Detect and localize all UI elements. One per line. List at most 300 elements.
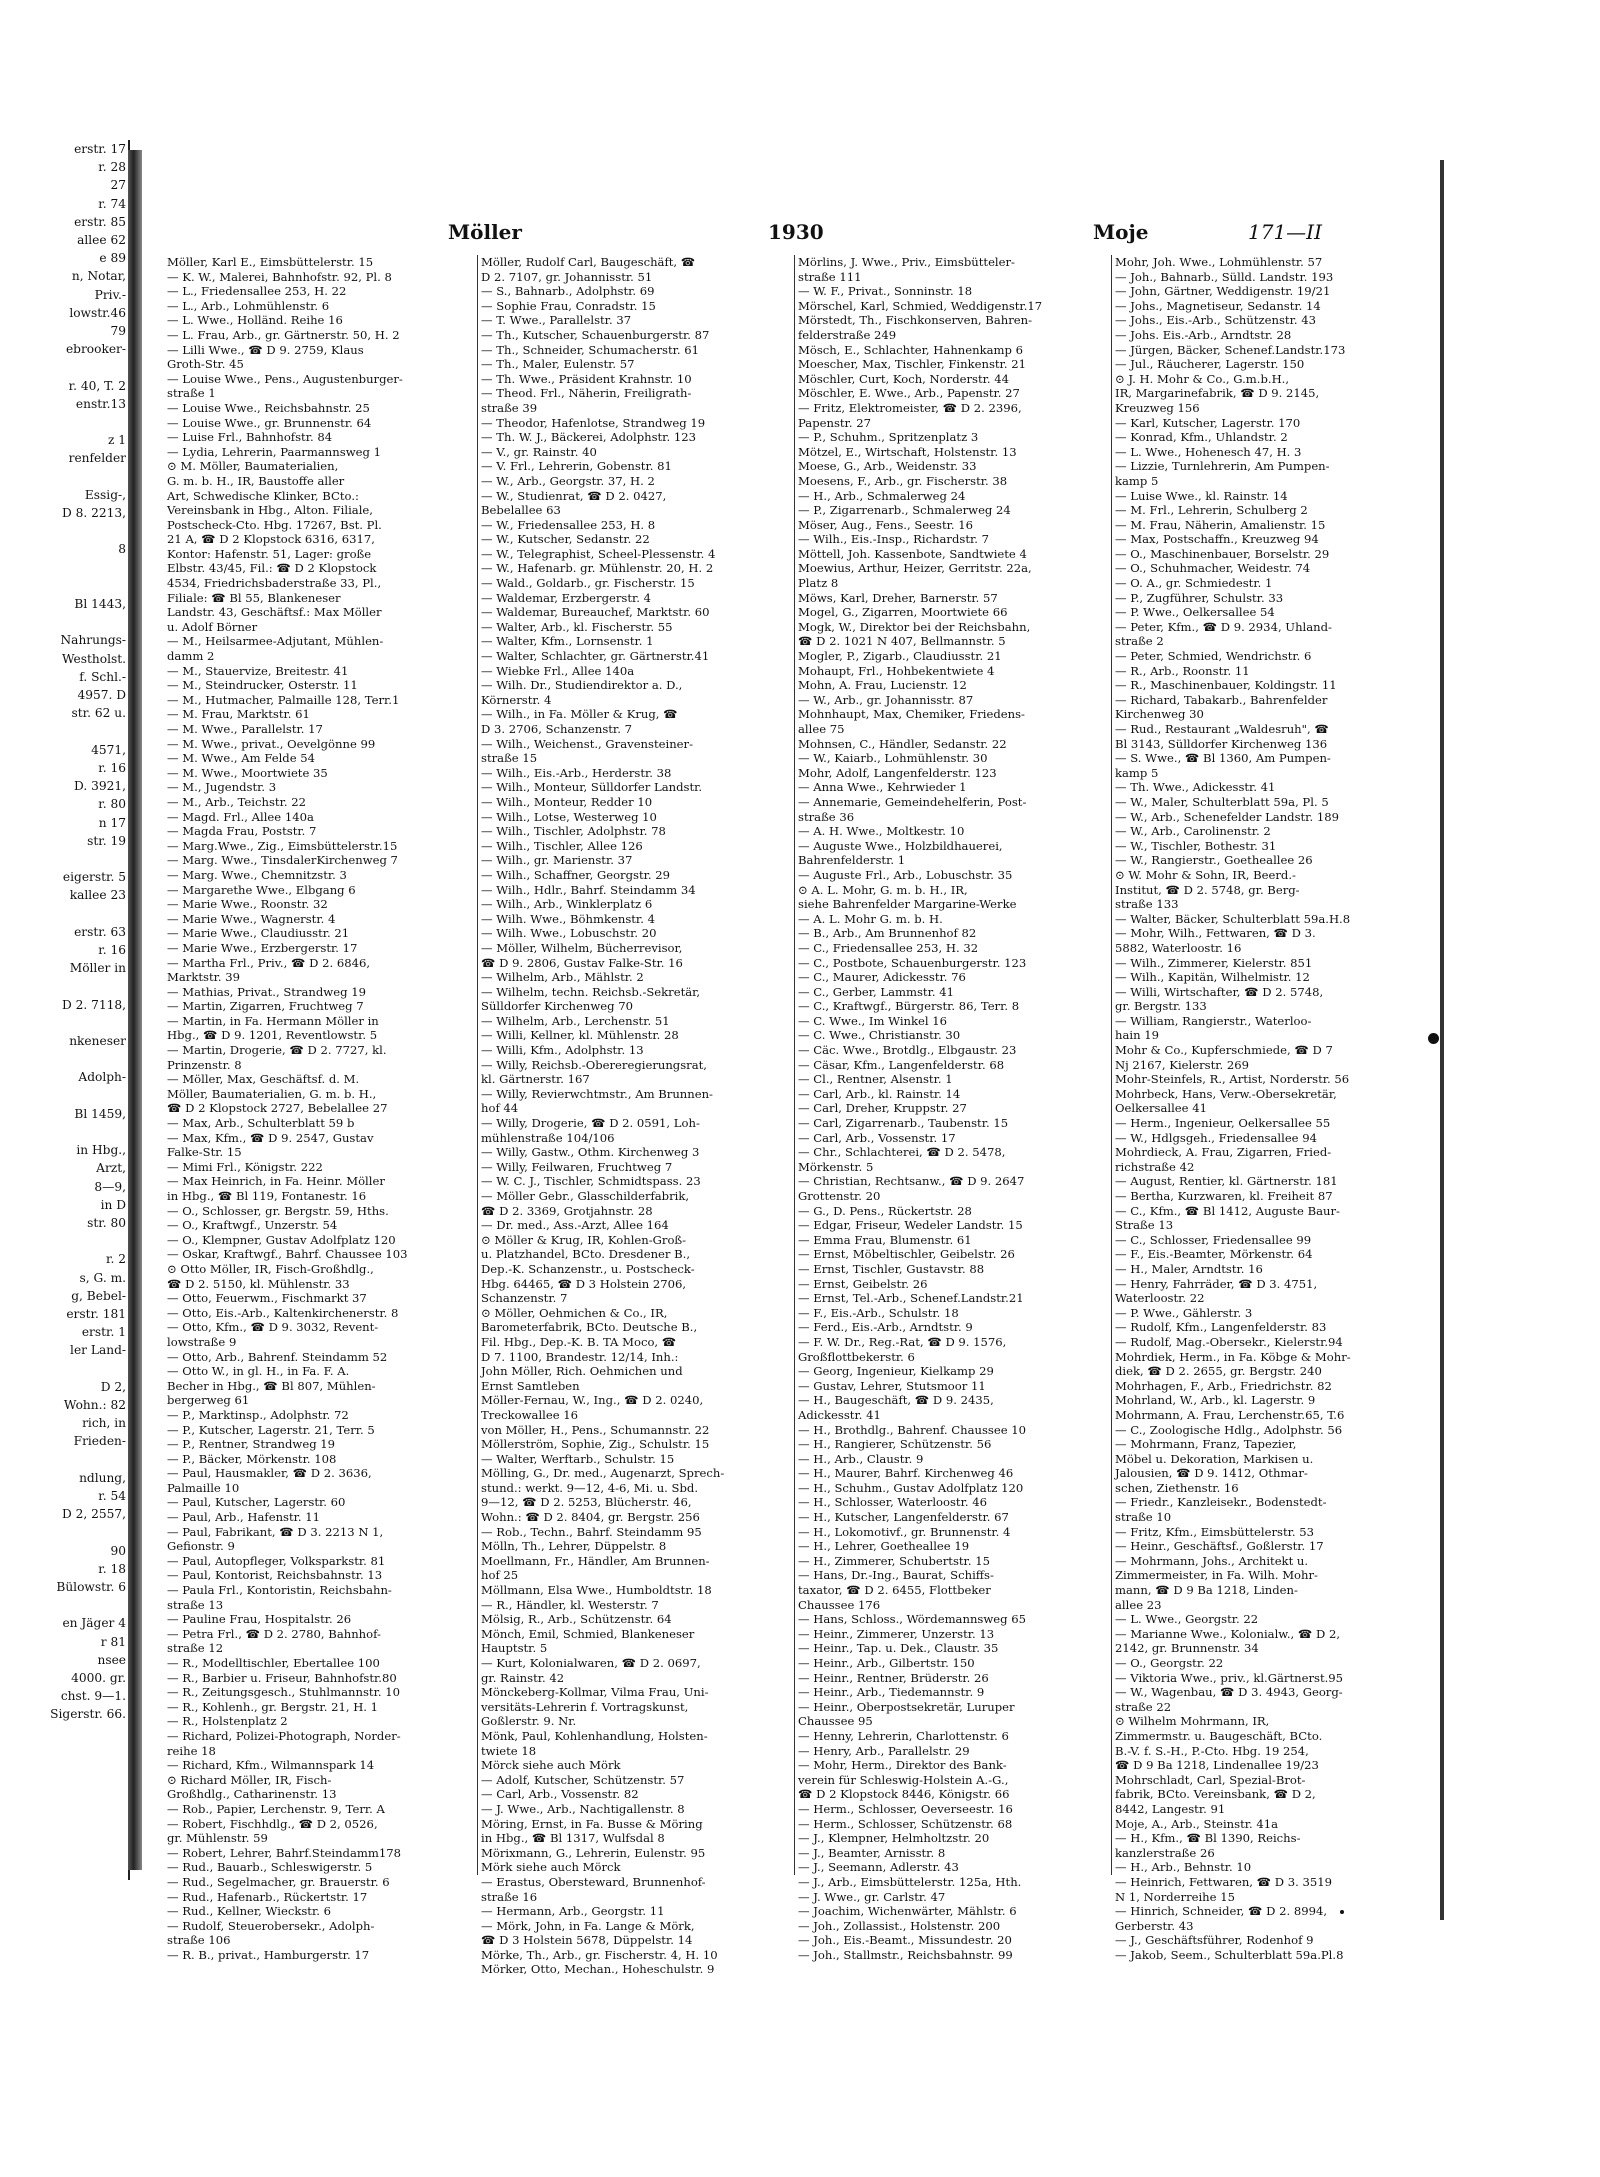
directory-entry-line: — Dr. med., Ass.-Arzt, Allee 164	[481, 1218, 669, 1233]
left-page-line: r 81	[100, 1634, 126, 1649]
directory-entry-line: — Willy, Gastw., Othm. Kirchenweg 3	[481, 1145, 700, 1160]
directory-entry-line: — Wilh., Schaffner, Georgstr. 29	[481, 867, 671, 882]
directory-entry-line: Möller, Karl E., Eimsbüttelerstr. 15	[167, 255, 374, 269]
directory-entry-line: — Th., Schneider, Schumacherstr. 61	[481, 342, 700, 357]
directory-entry-line: Sülldorfer Kirchenweg 70	[481, 999, 633, 1014]
directory-entry-line: — J., Klempner, Helmholtzstr. 20	[798, 1831, 990, 1846]
directory-entry-line: Mogler, P., Zigarb., Claudiusstr. 21	[798, 649, 1002, 664]
directory-entry-line: — O., Georgstr. 22	[1115, 1656, 1224, 1670]
directory-entry-line: Filiale: ☎ Bl 55, Blankeneser	[167, 590, 341, 605]
directory-entry-line: — Otto, Eis.-Arb., Kaltenkirchenerstr. 8	[167, 1305, 399, 1320]
directory-entry-line: gr. Bergstr. 133	[1115, 999, 1207, 1014]
directory-entry-line: — H., Arb., Schmalerweg 24	[798, 488, 966, 503]
directory-entry-line: — F. W. Dr., Reg.-Rat, ☎ D 9. 1576,	[798, 1334, 1007, 1349]
directory-entry-line: — August, Rentier, kl. Gärtnerstr. 181	[1115, 1174, 1338, 1189]
directory-entry-line: Moese, G., Arb., Weidenstr. 33	[798, 459, 977, 474]
directory-entry-line: Mörlins, J. Wwe., Priv., Eimsbütteler-	[798, 255, 1015, 269]
left-page-line: Nahrungs-	[60, 633, 126, 648]
directory-entry-line: Moellmann, Fr., Händler, Am Brunnen-	[481, 1553, 710, 1568]
directory-entry-line: — Mathias, Privat., Strandweg 19	[167, 984, 366, 999]
directory-entry-line: — Johs., Eis.-Arb., Schützenstr. 43	[1115, 313, 1316, 328]
directory-entry-line: — P. Wwe., Gählerstr. 3	[1115, 1305, 1253, 1320]
directory-entry-line: — Walter, Kfm., Lornsenstr. 1	[481, 634, 654, 649]
directory-entry-line: stund.: werkt. 9—12, 4-6, Mi. u. Sbd.	[481, 1480, 699, 1495]
directory-entry-line: Möschler, Curt, Koch, Norderstr. 44	[798, 371, 1010, 386]
directory-entry-line: ☎ D 2. 1021 N 407, Bellmannstr. 5	[798, 634, 1006, 649]
directory-entry-line: — Heinr., Geschäftsf., Goßlerstr. 17	[1115, 1539, 1324, 1554]
directory-entry-line: Mohrland, W., Arb., kl. Lagerstr. 9	[1115, 1393, 1316, 1408]
directory-entry-line: — P., Schuhm., Spritzenplatz 3	[798, 430, 979, 445]
directory-entry-line: Institut, ☎ D 2. 5748, gr. Berg-	[1115, 882, 1300, 897]
directory-entry-line: 4534, Friedrichsbaderstraße 33, Pl.,	[167, 576, 382, 591]
directory-entry-line: — Rud., Bauarb., Schleswigerstr. 5	[167, 1860, 373, 1875]
directory-entry-line: — M. Wwe., Parallelstr. 17	[167, 722, 323, 736]
directory-page	[148, 150, 1448, 1977]
directory-entry-line: — F., Eis.-Arb., Schulstr. 18	[798, 1305, 959, 1320]
directory-entry-line: — Paula Frl., Kontoristin, Reichsbahn-	[167, 1583, 392, 1598]
directory-entry-line: — Cäc. Wwe., Brotdlg., Elbgaustr. 23	[798, 1043, 1017, 1058]
left-page-line: Priv.-	[94, 287, 126, 302]
directory-entry-line: — Rudolf, Kfm., Langenfelderstr. 83	[1115, 1320, 1327, 1335]
directory-entry-line: Falke-Str. 15	[167, 1145, 242, 1160]
directory-entry-line: Mohr, Adolf, Langenfelderstr. 123	[798, 765, 997, 780]
left-page-line	[0, 577, 128, 595]
directory-entry-line: — W., Arb., Carolinenstr. 2	[1115, 824, 1271, 839]
left-page-line: r. 40, T. 2	[68, 378, 126, 393]
directory-entry-line: — H., Kfm., ☎ Bl 1390, Reichs-	[1115, 1831, 1301, 1846]
directory-entry-line: — Max Heinrich, in Fa. Heinr. Möller	[167, 1174, 385, 1189]
directory-entry-line: — P., Bäcker, Mörkenstr. 108	[167, 1451, 337, 1466]
directory-entry-line: — W., Telegraphist, Scheel-Plessenstr. 4	[481, 546, 716, 561]
left-page-line: nkeneser	[69, 1033, 126, 1048]
directory-entry-line: — Rud., Kellner, Wieckstr. 6	[167, 1904, 331, 1919]
left-page-line: Adolph-	[78, 1070, 126, 1085]
directory-entry-line: — W. C. J., Tischler, Schmidtspass. 23	[481, 1174, 701, 1189]
directory-entry-line: ⊙ Wilhelm Mohrmann, IR,	[1115, 1714, 1270, 1729]
directory-entry-line: — Wilh., Eis.-Insp., Richardstr. 7	[798, 532, 990, 547]
directory-entry-line: — Lilli Wwe., ☎ D 9. 2759, Klaus	[167, 342, 364, 357]
directory-entry-line: — O., Schuhmacher, Weidestr. 74	[1115, 561, 1311, 576]
left-page-line: D 2, 2557,	[61, 1507, 126, 1522]
directory-entry-line: — Wilh., Lotse, Westerweg 10	[481, 809, 657, 824]
directory-entry-line: D 7. 1100, Brandestr. 12/14, Inh.:	[481, 1349, 679, 1364]
directory-entry-line: — M. Frau, Marktstr. 61	[167, 707, 310, 722]
directory-entry-line: — Theodor, Hafenlotse, Strandweg 19	[481, 415, 706, 430]
directory-entry-line: — R., Händler, kl. Westerstr. 7	[481, 1597, 659, 1612]
directory-entry-line: — Fritz, Elektromeister, ☎ D 2. 2396,	[798, 400, 1022, 415]
directory-entry-line: straße 1	[167, 386, 216, 401]
directory-entry-line: Mörstedt, Th., Fischkonserven, Bahren-	[798, 313, 1032, 328]
directory-entry-line: — Margarethe Wwe., Elbgang 6	[167, 882, 356, 897]
directory-entry-line: — O., Maschinenbauer, Borselstr. 29	[1115, 546, 1330, 561]
directory-entry-line: — Heinr., Tap. u. Dek., Claustr. 35	[798, 1641, 999, 1656]
left-page-line: Bl 1443,	[74, 597, 126, 612]
directory-entry-line: — Konrad, Kfm., Uhlandstr. 2	[1115, 430, 1288, 445]
directory-entry-line: Wohn.: ☎ D 2. 8404, gr. Bergstr. 256	[481, 1510, 700, 1525]
left-page-line: Wohn.: 82	[63, 1398, 126, 1413]
directory-entry-line: — W., Hafenarb. gr. Mühlenstr. 20, H. 2	[481, 561, 714, 576]
left-page-line: str. 19	[87, 833, 126, 848]
directory-entry-line: — Luise Wwe., kl. Rainstr. 14	[1115, 488, 1288, 503]
left-page-line: r. 18	[98, 1561, 126, 1576]
directory-entry-line: — K. W., Malerei, Bahnhofstr. 92, Pl. 8	[167, 269, 392, 284]
directory-entry-line: — P., Marktinsp., Adolphstr. 72	[167, 1407, 349, 1422]
directory-entry-line: Mönk, Paul, Kohlenhandlung, Holsten-	[481, 1728, 708, 1743]
directory-entry-line: schen, Ziethenstr. 16	[1115, 1480, 1239, 1495]
directory-entry-line: — C., Gerber, Lammstr. 41	[798, 984, 954, 999]
directory-entry-line: — Richard, Kfm., Wilmannspark 14	[167, 1758, 375, 1773]
directory-entry-line: Dep.-K. Schanzenstr., u. Postscheck-	[481, 1261, 695, 1276]
directory-entry-line: — Hermann, Arb., Georgstr. 11	[481, 1904, 665, 1919]
directory-entry-line: — R., Barbier u. Friseur, Bahnhofstr.80	[167, 1670, 397, 1685]
directory-entry-line: — Karl, Kutscher, Lagerstr. 170	[1115, 415, 1301, 430]
directory-entry-line: — J., Seemann, Adlerstr. 43	[798, 1860, 959, 1875]
directory-entry-line: Hbg., ☎ D 9. 1201, Reventlowstr. 5	[167, 1028, 378, 1043]
directory-entry-line: — Th., Maler, Eulenstr. 57	[481, 357, 635, 372]
directory-entry-line: — Martin, Drogerie, ☎ D 2. 7727, kl.	[167, 1043, 387, 1058]
directory-entry-line: Mohnhaupt, Max, Chemiker, Friedens-	[798, 707, 1025, 722]
left-page-line: erstr. 1	[81, 1325, 126, 1340]
directory-entry-line: Platz 8	[798, 576, 839, 591]
column-4	[1111, 255, 1417, 1962]
directory-entry-line: — Otto, Arb., Bahrenf. Steindamm 52	[167, 1349, 388, 1364]
directory-entry-line: Kirchenweg 30	[1115, 707, 1204, 722]
directory-entry-line: — Petra Frl., ☎ D 2. 2780, Bahnhof-	[167, 1626, 381, 1641]
directory-entry-line: — Johs., Magnetiseur, Sedanstr. 14	[1115, 298, 1321, 313]
directory-entry-line: — A. H. Wwe., Moltkestr. 10	[798, 824, 965, 839]
directory-entry-line: — Möller, Max, Geschäftsf. d. M.	[167, 1072, 360, 1087]
directory-entry-line: richstraße 42	[1115, 1159, 1195, 1174]
directory-entry-line: — Mohrmann, Franz, Tapezier,	[1115, 1437, 1297, 1452]
directory-entry-line: — W., Arb., Georgstr. 37, H. 2	[481, 473, 655, 488]
left-page-line: z 1	[107, 433, 126, 448]
directory-entry-line: von Möller, H., Pens., Schumannstr. 22	[481, 1422, 710, 1437]
directory-entry-line: — C., Schlosser, Friedensallee 99	[1115, 1232, 1312, 1247]
left-page-line: Bülowstr. 6	[56, 1580, 126, 1595]
directory-entry-line: Mohrmann, A. Frau, Lerchenstr.65, T.6	[1115, 1407, 1345, 1422]
directory-entry-line: Postscheck-Cto. Hbg. 17267, Bst. Pl.	[167, 517, 382, 532]
directory-entry-line: allee 23	[1115, 1597, 1162, 1612]
directory-entry-line: straße 22	[1115, 1699, 1172, 1714]
directory-entry-line: — H., Maler, Arndtstr. 16	[1115, 1261, 1263, 1276]
directory-entry-line: Möttell, Joh. Kassenbote, Sandtwiete 4	[798, 546, 1027, 561]
directory-entry-line: — J. Wwe., gr. Carlstr. 47	[798, 1889, 946, 1904]
header-left-keyword: Möller	[448, 220, 522, 244]
directory-entry-line: — Marie Wwe., Roonstr. 32	[167, 897, 328, 912]
directory-entry-line: — Bertha, Kurzwaren, kl. Freiheit 87	[1115, 1189, 1333, 1203]
directory-entry-line: twiete 18	[481, 1743, 537, 1758]
directory-entry-line: — F., Eis.-Beamter, Mörkenstr. 64	[1115, 1247, 1313, 1262]
directory-entry-line: — Rud., Segelmacher, gr. Brauerstr. 6	[167, 1874, 390, 1889]
directory-entry-line: — Paul, Kutscher, Lagerstr. 60	[167, 1495, 346, 1510]
directory-entry-line: Mörschel, Karl, Schmied, Weddigenstr.17	[798, 298, 1043, 313]
left-page-line: 4571,	[91, 742, 126, 757]
book-gutter	[128, 150, 142, 1870]
directory-entry-line: Mörk siehe auch Mörck	[481, 1860, 621, 1875]
directory-entry-line: — Kurt, Kolonialwaren, ☎ D 2. 0697,	[481, 1656, 701, 1670]
directory-entry-line: — Rudolf, Mag.-Obersekr., Kielerstr.94	[1115, 1334, 1343, 1349]
directory-entry-line: — Otto W., in gl. H., in Fa. F. A.	[167, 1364, 350, 1379]
directory-entry-line: — Martin, Zigarren, Fruchtweg 7	[167, 999, 364, 1014]
directory-entry-line: Mörkenstr. 5	[798, 1159, 874, 1174]
directory-entry-line: — H., Schuhm., Gustav Adolfplatz 120	[798, 1480, 1024, 1495]
directory-entry-line: — Ernst, Geibelstr. 26	[798, 1276, 928, 1291]
left-page-line: str. 80	[87, 1215, 126, 1230]
directory-entry-line: — Theod. Frl., Näherin, Freiligrath-	[481, 386, 692, 401]
directory-entry-line: — Richard, Polizei-Photograph, Norder-	[167, 1728, 401, 1743]
directory-entry-line: — Jürgen, Bäcker, Schenef.Landstr.173	[1115, 342, 1346, 357]
directory-entry-line: — C., Friedensallee 253, H. 32	[798, 940, 979, 955]
directory-entry-line: — V. Frl., Lehrerin, Gobenstr. 81	[481, 459, 672, 474]
left-page-line: 4957. D	[77, 688, 126, 703]
directory-entry-line: — Möller, Wilhelm, Bücherrevisor,	[481, 940, 683, 955]
left-page-line	[0, 613, 128, 631]
directory-entry-line: — Viktoria Wwe., priv., kl.Gärtnerst.95	[1115, 1670, 1344, 1685]
directory-entry-line: — Wiebke Frl., Allee 140a	[481, 663, 635, 678]
directory-entry-line: — Heinr., Zimmerer, Unzerstr. 13	[798, 1626, 995, 1641]
directory-entry-line: straße 10	[1115, 1510, 1172, 1525]
directory-entry-line: — Willi, Kfm., Adolphstr. 13	[481, 1043, 644, 1058]
directory-entry-line: — O. A., gr. Schmiedestr. 1	[1115, 576, 1273, 591]
directory-entry-line: — Mohr, Wilh., Fettwaren, ☎ D 3.	[1115, 926, 1316, 941]
directory-entry-line: — Johs. Eis.-Arb., Arndtstr. 28	[1115, 327, 1292, 342]
directory-entry-line: — W., Studienrat, ☎ D 2. 0427,	[481, 488, 667, 503]
directory-entry-line: — Louise Wwe., gr. Brunnenstr. 64	[167, 415, 372, 430]
directory-entry-line: — Otto, Feuerwm., Fischmarkt 37	[167, 1291, 367, 1306]
directory-entry-line: — Willi, Wirtschafter, ☎ D 2. 5748,	[1115, 984, 1324, 999]
directory-entry-line: ⊙ A. L. Mohr, G. m. b. H., IR,	[798, 882, 968, 897]
directory-entry-line: — Mohrmann, Johs., Architekt u.	[1115, 1553, 1309, 1568]
directory-entry-line: Körnerstr. 4	[481, 692, 552, 707]
directory-entry-line: — Erastus, Obersteward, Brunnenhof-	[481, 1874, 706, 1889]
directory-entry-line: — Heinr., Oberpostsekretär, Luruper	[798, 1699, 1015, 1714]
directory-entry-line: Elbstr. 43/45, Fil.: ☎ D 2 Klopstock	[167, 561, 377, 576]
directory-entry-line: — Walter, Werftarb., Schulstr. 15	[481, 1451, 675, 1466]
directory-entry-line: — Willy, Drogerie, ☎ D 2. 0591, Loh-	[481, 1116, 700, 1131]
directory-entry-line: — Christian, Rechtsanw., ☎ D 9. 2647	[798, 1174, 1025, 1189]
directory-entry-line: — Rudolf, Steuerobersekr., Adolph-	[167, 1918, 375, 1933]
directory-entry-line: — M., Steindrucker, Osterstr. 11	[167, 678, 358, 693]
directory-entry-line: — Robert, Fischhdlg., ☎ D 2, 0526,	[167, 1816, 378, 1831]
left-page-line: renfelder	[68, 451, 126, 466]
directory-entry-line: — Herm., Schlosser, Schützenstr. 68	[798, 1816, 1013, 1831]
directory-entry-line: — H., Schlosser, Waterloostr. 46	[798, 1495, 987, 1510]
directory-entry-line: — Lydia, Lehrerin, Paarmannsweg 1	[167, 444, 381, 459]
directory-entry-line: — Herm., Schlosser, Oeverseestr. 16	[798, 1801, 1013, 1816]
directory-entry-line: — Carl, Dreher, Kruppstr. 27	[798, 1101, 967, 1116]
directory-entry-line: — Paul, Autopfleger, Volksparkstr. 81	[167, 1553, 386, 1568]
left-page-line: Frieden-	[73, 1434, 126, 1449]
directory-entry-line: ☎ D 2 Klopstock 2727, Bebelallee 27	[167, 1101, 388, 1116]
directory-entry-line: straße 15	[481, 751, 538, 766]
directory-entry-line: — P., Rentner, Strandweg 19	[167, 1437, 336, 1452]
directory-entry-line: fabrik, BCto. Vereinsbank, ☎ D 2,	[1115, 1787, 1316, 1802]
directory-entry-line: — Anna Wwe., Kehrwieder 1	[798, 780, 967, 795]
directory-entry-line: ⊙ Otto Möller, IR, Fisch-Großhdlg.,	[167, 1261, 374, 1276]
directory-entry-line: — Paul, Arb., Hafenstr. 11	[167, 1510, 321, 1525]
directory-entry-line: Mohnsen, C., Händler, Sedanstr. 22	[798, 736, 1007, 751]
directory-entry-line: Mölln, Th., Lehrer, Düppelstr. 8	[481, 1539, 667, 1554]
directory-entry-line: Mogk, W., Direktor bei der Reichsbahn,	[798, 619, 1031, 634]
directory-entry-line: — S. Wwe., ☎ Bl 1360, Am Pumpen-	[1115, 751, 1331, 766]
directory-entry-line: — H., Maurer, Bahrf. Kirchenweg 46	[798, 1466, 1014, 1481]
directory-entry-line: Waterloostr. 22	[1115, 1291, 1205, 1306]
directory-entry-line: Mohr & Co., Kupferschmiede, ☎ D 7	[1115, 1043, 1333, 1058]
directory-entry-line: — Auguste Frl., Arb., Lobuschstr. 35	[798, 867, 1013, 882]
directory-entry-line: ⊙ Richard Möller, IR, Fisch-	[167, 1772, 332, 1787]
directory-entry-line: — Chr., Schlachterei, ☎ D 2. 5478,	[798, 1145, 1006, 1160]
directory-entry-line: — Adolf, Kutscher, Schützenstr. 57	[481, 1772, 685, 1787]
directory-entry-line: reihe 18	[167, 1743, 216, 1758]
directory-entry-line: Moewius, Arthur, Heizer, Gerritstr. 22a,	[798, 561, 1032, 576]
directory-entry-line: Mösch, E., Schlachter, Hahnenkamp 6	[798, 342, 1023, 357]
directory-entry-line: versitäts-Lehrerin f. Vortragskunst,	[481, 1699, 689, 1714]
left-page-line: en Jäger 4	[62, 1616, 126, 1631]
directory-entry-line: — Wilh., Hdlr., Bahrf. Steindamm 34	[481, 882, 696, 897]
directory-entry-line: straße 106	[167, 1933, 231, 1948]
directory-entry-line: — Rud., Hafenarb., Rückertstr. 17	[167, 1889, 368, 1904]
directory-entry-line: — Max, Arb., Schulterblatt 59 b	[167, 1116, 355, 1131]
directory-entry-line: Prinzenstr. 8	[167, 1057, 242, 1072]
directory-entry-line: — William, Rangierstr., Waterloo-	[1115, 1013, 1312, 1028]
directory-entry-line: — W., Tischler, Bothestr. 31	[1115, 838, 1277, 853]
directory-entry-line: — Willy, Revierwchtmstr., Am Brunnen-	[481, 1086, 713, 1101]
page-header	[148, 220, 1428, 250]
directory-entry-line: in Hbg., ☎ Bl 119, Fontanestr. 16	[167, 1189, 367, 1203]
directory-entry-line: — H., Arb., Claustr. 9	[798, 1451, 924, 1466]
directory-entry-line: u. Platzhandel, BCto. Dresdener B.,	[481, 1247, 691, 1262]
ink-dot-mark	[1340, 1910, 1344, 1914]
left-page-line	[0, 559, 128, 577]
directory-entry-line: Mölling, G., Dr. med., Augenarzt, Sprech-	[481, 1466, 725, 1481]
directory-entry-line: — J. Wwe., Arb., Nachtigallenstr. 8	[481, 1801, 685, 1816]
directory-entry-line: — M. Wwe., privat., Oevelgönne 99	[167, 736, 376, 751]
directory-entry-line: — Wilh., Weichenst., Gravensteiner-	[481, 736, 693, 751]
left-page-line	[0, 1596, 128, 1614]
directory-entry-line: — Waldemar, Erzbergerstr. 4	[481, 590, 652, 605]
directory-entry-line: — C., Zoologische Hdlg., Adolphstr. 56	[1115, 1422, 1343, 1437]
directory-entry-line: — W., Wagenbau, ☎ D 3. 4943, Georg-	[1115, 1685, 1343, 1700]
directory-entry-line: straße 39	[481, 400, 538, 415]
left-page-line: n 17	[98, 815, 126, 830]
directory-entry-line: 8442, Langestr. 91	[1115, 1801, 1226, 1816]
directory-entry-line: — Wilh., Arb., Winklerplatz 6	[481, 897, 653, 912]
directory-entry-line: — L. Wwe., Georgstr. 22	[1115, 1612, 1259, 1627]
directory-entry-line: Mogel, G., Zigarren, Moortwiete 66	[798, 605, 1008, 620]
left-page-line: D 2. 7118,	[61, 997, 126, 1012]
directory-entry-line: ⊙ Möller, Oehmichen & Co., IR,	[481, 1305, 668, 1320]
directory-entry-line: Mohaupt, Frl., Hohbekentwiete 4	[798, 663, 995, 678]
directory-entry-line: Straße 13	[1115, 1218, 1174, 1233]
directory-entry-line: — Wilh., Eis.-Arb., Herderstr. 38	[481, 765, 672, 780]
directory-entry-line: — Max, Postschaffn., Kreuzweg 94	[1115, 532, 1319, 547]
left-page-line: erstr. 85	[74, 214, 126, 229]
directory-entry-line: taxator, ☎ D 2. 6455, Flottbeker	[798, 1583, 991, 1598]
left-page-fragment	[0, 140, 130, 1880]
directory-entry-line: — W. F., Privat., Sonninstr. 18	[798, 284, 973, 299]
directory-entry-line: — Henry, Fahrräder, ☎ D 3. 4751,	[1115, 1276, 1318, 1291]
directory-entry-line: — O., Schlosser, gr. Bergstr. 59, Hths.	[167, 1203, 389, 1218]
left-page-line: rich, in	[82, 1416, 126, 1431]
directory-entry-line: — Heinr., Arb., Gilbertstr. 150	[798, 1656, 975, 1670]
left-page-line: enstr.13	[75, 396, 126, 411]
directory-entry-line: Möller, Baumaterialien, G. m. b. H.,	[167, 1086, 377, 1101]
directory-entry-line: — Friedr., Kanzleisekr., Bodenstedt-	[1115, 1495, 1327, 1510]
left-page-line: 8	[118, 542, 126, 557]
directory-entry-line: — M., Hutmacher, Palmaille 128, Terr.1	[167, 692, 400, 707]
directory-columns	[164, 255, 1440, 1977]
directory-entry-line: — Mörk, John, in Fa. Lange & Mörk,	[481, 1918, 695, 1933]
left-page-line	[0, 1050, 128, 1068]
directory-entry-line: — Ernst, Tischler, Gustavstr. 88	[798, 1261, 985, 1276]
directory-entry-line: Palmaille 10	[167, 1480, 240, 1495]
left-page-line: erstr. 181	[66, 1307, 126, 1321]
left-page-line: r. 2	[106, 1252, 126, 1267]
directory-entry-line: — Wilh., Tischler, Adolphstr. 78	[481, 824, 666, 839]
directory-entry-line: — Rob., Papier, Lerchenstr. 9, Terr. A	[167, 1801, 385, 1816]
directory-entry-line: — Peter, Schmied, Wendrichstr. 6	[1115, 649, 1312, 664]
directory-entry-line: kamp 5	[1115, 473, 1159, 488]
directory-entry-line: Treckowallee 16	[481, 1407, 579, 1422]
directory-entry-line: Mölsig, R., Arb., Schützenstr. 64	[481, 1612, 672, 1627]
left-page-line: lowstr.46	[69, 305, 126, 320]
directory-entry-line: — W., Hdlgsgeh., Friedensallee 94	[1115, 1130, 1317, 1145]
directory-entry-line: — Edgar, Friseur, Wedeler Landstr. 15	[798, 1218, 1023, 1233]
directory-entry-line: — Marie Wwe., Erzbergerstr. 17	[167, 940, 358, 955]
directory-entry-line: — W., Rangierstr., Goetheallee 26	[1115, 853, 1313, 868]
left-page-line	[0, 1087, 128, 1105]
directory-entry-line: — Peter, Kfm., ☎ D 9. 2934, Uhland-	[1115, 619, 1332, 634]
directory-entry-line: Möller-Fernau, W., Ing., ☎ D 2. 0240,	[481, 1393, 704, 1408]
directory-entry-line: kanzlerstraße 26	[1115, 1845, 1215, 1860]
directory-entry-line: Mohrbeck, Hans, Verw.-Obersekretär,	[1115, 1086, 1337, 1101]
directory-entry-line: — W., Kutscher, Sedanstr. 22	[481, 532, 650, 547]
left-page-line: chst. 9—1.	[60, 1689, 126, 1704]
directory-entry-line: Papenstr. 27	[798, 415, 871, 430]
directory-entry-line: ☎ D 2 Klopstock 8446, Königstr. 66	[798, 1787, 1010, 1802]
directory-entry-line: — M., Stauervize, Breitestr. 41	[167, 663, 349, 678]
directory-entry-line: hof 25	[481, 1568, 519, 1583]
directory-entry-line: — Wilhelm, Arb., Lerchenstr. 51	[481, 1013, 670, 1028]
directory-entry-line: Mörck siehe auch Mörk	[481, 1758, 621, 1773]
directory-entry-line: Adickesstr. 41	[798, 1407, 881, 1422]
directory-entry-line: D 2. 7107, gr. Johannisstr. 51	[481, 269, 653, 284]
punch-hole-mark	[1428, 1033, 1439, 1044]
left-page-line: 79	[110, 324, 126, 339]
directory-entry-line: — Walter, Schlachter, gr. Gärtnerstr.41	[481, 649, 710, 664]
directory-entry-line: — Wilh., Zimmerer, Kielerstr. 851	[1115, 955, 1313, 970]
directory-entry-line: — Wald., Goldarb., gr. Fischerstr. 15	[481, 576, 695, 591]
directory-entry-line: Hauptstr. 5	[481, 1641, 548, 1656]
directory-entry-line: — Wilhelm, techn. Reichsb.-Sekretär,	[481, 984, 701, 999]
directory-entry-line: — Rud., Restaurant „Waldesruh", ☎	[1115, 722, 1329, 736]
directory-entry-line: — M. Wwe., Am Felde 54	[167, 751, 316, 766]
directory-entry-line: — W., Maler, Schulterblatt 59a, Pl. 5	[1115, 794, 1329, 809]
page-edge	[1440, 160, 1444, 1920]
directory-entry-line: N 1, Norderreihe 15	[1115, 1889, 1235, 1904]
directory-entry-line: straße 133	[1115, 897, 1179, 912]
left-page-line: ler Land-	[70, 1343, 126, 1358]
directory-entry-line: — Th. W. J., Bäckerei, Adolphstr. 123	[481, 430, 696, 445]
directory-entry-line: — Georg, Ingenieur, Kielkamp 29	[798, 1364, 994, 1379]
directory-entry-line: Möller, Rudolf Carl, Baugeschäft, ☎	[481, 255, 696, 269]
directory-entry-line: 9—12, ☎ D 2. 5253, Blücherstr. 46,	[481, 1495, 692, 1510]
directory-entry-line: — Jakob, Seem., Schulterblatt 59a.Pl.8	[1115, 1947, 1344, 1962]
left-page-line	[0, 413, 128, 431]
directory-entry-line: — Rob., Techn., Bahrf. Steindamm 95	[481, 1524, 702, 1539]
directory-entry-line: — Fritz, Kfm., Eimsbüttelerstr. 53	[1115, 1524, 1315, 1539]
directory-entry-line: Mörixmann, G., Lehrerin, Eulenstr. 95	[481, 1845, 706, 1860]
